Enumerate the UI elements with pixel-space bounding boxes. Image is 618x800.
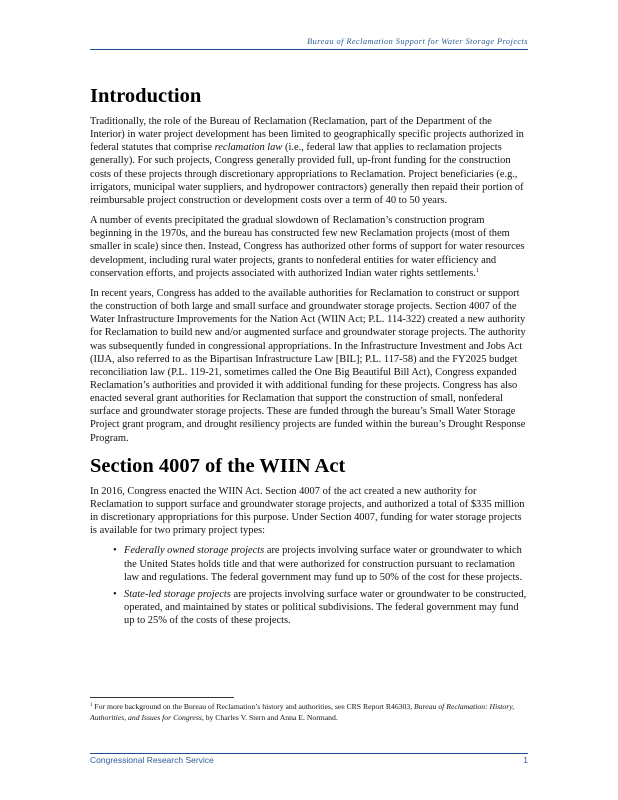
- list-item-term: State-led storage projects: [124, 588, 231, 600]
- heading-section-4007: Section 4007 of the WIIN Act: [90, 454, 346, 477]
- footer-source: Congressional Research Service: [90, 755, 214, 765]
- section-4007-paragraph: In 2016, Congress enacted the WIIN Act. Section 4007 of the act created a new authority for Reclamation to support surface and groundwater storage projects, and authorized a total of $335 million in discretionary appropriations for this purpose. Under Section 4007, funding for water storage projects is available for two primary project types:: [90, 485, 525, 537]
- list-item-term: Federally owned storage projects: [124, 545, 265, 557]
- project-type-list: [90, 544, 528, 627]
- footnote-report-title[interactable]: Bureau of Reclamation: History, Authorities, and Issues for Congress: [90, 702, 515, 722]
- intro-p2-text: A number of events precipitated the gradual slowdown of Reclamation’s construction program beginning in the 1970s, and the bureau has constructed few new Reclamation projects (most of them smaller in scale) since then. Instead, Congress has authorized other forms of support for water resources development, including rural water projects, grants to nonfederal entities for water efficiency and conservation efforts, and projects associated with authorized Indian water rights settlements.: [90, 215, 525, 279]
- footnote: [90, 702, 528, 723]
- intro-paragraph-1: [90, 115, 528, 207]
- footer-rule: [90, 753, 528, 754]
- intro-paragraph-2: [90, 214, 528, 280]
- header-rule: [90, 49, 528, 50]
- footnote-text-after: , by Charles V. Stern and Anna E. Normand.: [201, 712, 338, 722]
- page-content: [90, 84, 528, 631]
- footnote-number: 1: [90, 703, 93, 708]
- list-item-text: are projects involving surface water or groundwater to be constructed, operated, and maintained by states or political subdivisions. The federal government may fund up to 25% of the costs of these projects.: [124, 588, 527, 627]
- page-number: 1: [523, 755, 528, 765]
- intro-p1-before: Traditionally, the role of the Bureau of Reclamation (Reclamation, part of the Department of the Interior) in water project development has been limited to geographically specific projects authorized in federal statutes that comprise: [90, 116, 524, 154]
- intro-p1-emphasis: reclamation law: [214, 142, 283, 154]
- running-head: Bureau of Reclamation Support for Water Storage Projects: [307, 37, 528, 46]
- list-item: [90, 588, 528, 627]
- heading-introduction: Introduction: [90, 85, 202, 107]
- footnote-text-before: For more background on the Bureau of Reclamation’s history and authorities, see CRS Report R46303,: [92, 702, 415, 711]
- list-item-text: are projects involving surface water or groundwater to which the United States holds title and that were authorized for construction pursuant to reclamation law and regulations. The federal government may fund up to 50% of the cost for these projects.: [124, 545, 523, 583]
- footnote-rule: [90, 697, 234, 698]
- list-item: [90, 544, 528, 583]
- footnote-reference[interactable]: 1: [475, 266, 480, 274]
- intro-paragraph-3: In recent years, Congress has added to the available authorities for Reclamation to construct or support the construction of both large and small surface and groundwater storage projects. Section 4007 of the Water Infrastructure Improvements for the Nation Act (WIIN Act; P.L. 114-322) created a new authority for Reclamation to build new and/or augmented surface and groundwater storage projects. The authority was subsequently funded in congressional appropriations. In the Infrastructure Investment and Jobs Act (IIJA, also referred to as the Bipartisan Infrastructure Law [BIL]; P.L. 117-58) and the FY2025 budget reconciliation law (P.L. 119-21, sometimes called the One Big Beautiful Bill Act), Congress expanded Reclamation’s authorities and provided it with additional funding for these projects. Congress has also enacted several grant authorities for Reclamation that support the construction of small, nonfederal surface and groundwater storage projects. These are funded through the bureau’s Small Water Storage Project grant program, and drought resiliency projects are funded within the bureau’s Drought Response Program.: [90, 287, 526, 444]
- intro-p1-after: (i.e., federal law that applies to reclamation projects generally). For such projects, Congress generally provided full, up-front funding for the construction costs of these projects through discretionary appropriations to Reclamation. Project beneficiaries (e.g., irrigators, municipal water suppliers, and hydropower contractors) generally then repaid their portion of reimbursable project construction or development costs over a term of 40 to 50 years.: [90, 142, 524, 206]
